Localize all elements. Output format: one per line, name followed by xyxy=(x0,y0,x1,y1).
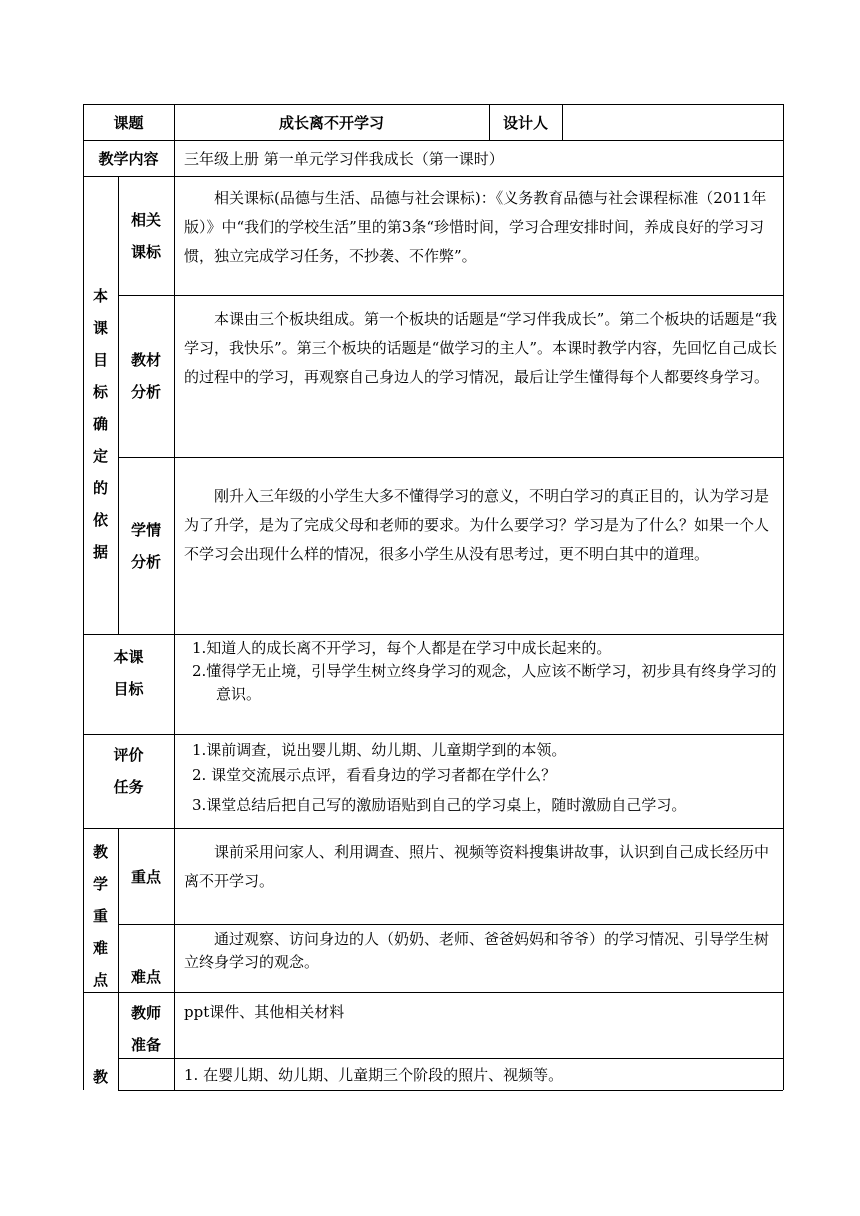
evaluation-item: 1.课前调查，说出婴儿期、幼儿期、儿童期学到的本领。 xyxy=(192,741,567,759)
material-label: 教材 分析 xyxy=(130,351,161,401)
keypoints-group-label: 教 学 重 难 点 xyxy=(92,843,108,989)
focus-text: 课前采用问家人、利用调查、照片、视频等资料搜集讲故事，认识到自己成长经历中离不开学习。 xyxy=(184,843,770,890)
content-label: 教学内容 xyxy=(98,149,159,168)
focus-label: 重点 xyxy=(130,867,161,886)
evaluation-item: 2. 课堂交流展示点评，看看身边的学习者都在学什么？ xyxy=(192,766,557,784)
prep-group-label: 教 xyxy=(92,1068,108,1086)
designer-label: 设计人 xyxy=(502,113,548,132)
standards-text: 相关课标(品德与生活、品德与社会课标)：《义务教育品德与社会课程标准（2011年版）》中“我们的学校生活”里的第3条“珍惜时间，学习合理安排时间，养成良好的学习习惯，独立完成学习任务，不抄袭、不作弊”。 xyxy=(184,189,767,265)
learners-text: 刚升入三年级的小学生大多不懂得学习的意义，不明白学习的真正目的，认为学习是为了升学，是为了完成父母和老师的要求。为什么要学习？学习是为了什么？如果一个人不学习会出现什么样的情况，很多小学生从没有思考过，更不明白其中的道理。 xyxy=(184,487,770,563)
difficulty-label: 难点 xyxy=(130,968,161,986)
difficulty-text: 通过观察、访问身边的人（奶奶、老师、爸爸妈妈和爷爷）的学习情况、引导学生树立终身学习的观念。 xyxy=(184,930,770,971)
evaluation-label: 评价 任务 xyxy=(113,746,144,796)
topic-value: 成长离不开学习 xyxy=(278,113,384,132)
teacher-prep-text: ppt课件、其他相关材料 xyxy=(184,1003,345,1021)
goal-item: 1.知道人的成长离不开学习，每个人都是在学习中成长起来的。 xyxy=(192,639,612,657)
goals-label: 本课 目标 xyxy=(113,648,144,698)
evaluation-item: 3.课堂总结后把自己写的激励语贴到自己的学习桌上，随时激励自己学习。 xyxy=(192,796,687,814)
designer-value xyxy=(562,104,783,140)
material-text: 本课由三个板块组成。第一个板块的话题是“学习伴我成长”。第二个板块的话题是“我学习，我快乐”。第三个板块的话题是“做学习的主人”。本课时教学内容，先回忆自己成长的过程中的学习，再观察自己身边人的学习情况，最后让学生懂得每个人都要终身学习。 xyxy=(184,310,778,386)
goals-list xyxy=(178,637,780,706)
basis-group-label: 本 课 目 标 确 定 的 依 据 xyxy=(92,287,108,561)
topic-label: 课题 xyxy=(113,113,144,132)
content-value: 三年级上册 第一单元学习伴我成长（第一课时） xyxy=(184,149,504,168)
student-prep-text: 1. 在婴儿期、幼儿期、儿童期三个阶段的照片、视频等。 xyxy=(184,1066,564,1084)
teacher-prep-label: 教师 准备 xyxy=(130,1004,161,1054)
learners-label: 学情 分析 xyxy=(130,520,161,571)
evaluation-list xyxy=(178,738,780,818)
goal-item: 2.懂得学无止境，引导学生树立终身学习的观念，人应该不断学习，初步具有终身学习的意识。 xyxy=(192,662,777,703)
standards-label: 相关 课标 xyxy=(130,210,161,261)
